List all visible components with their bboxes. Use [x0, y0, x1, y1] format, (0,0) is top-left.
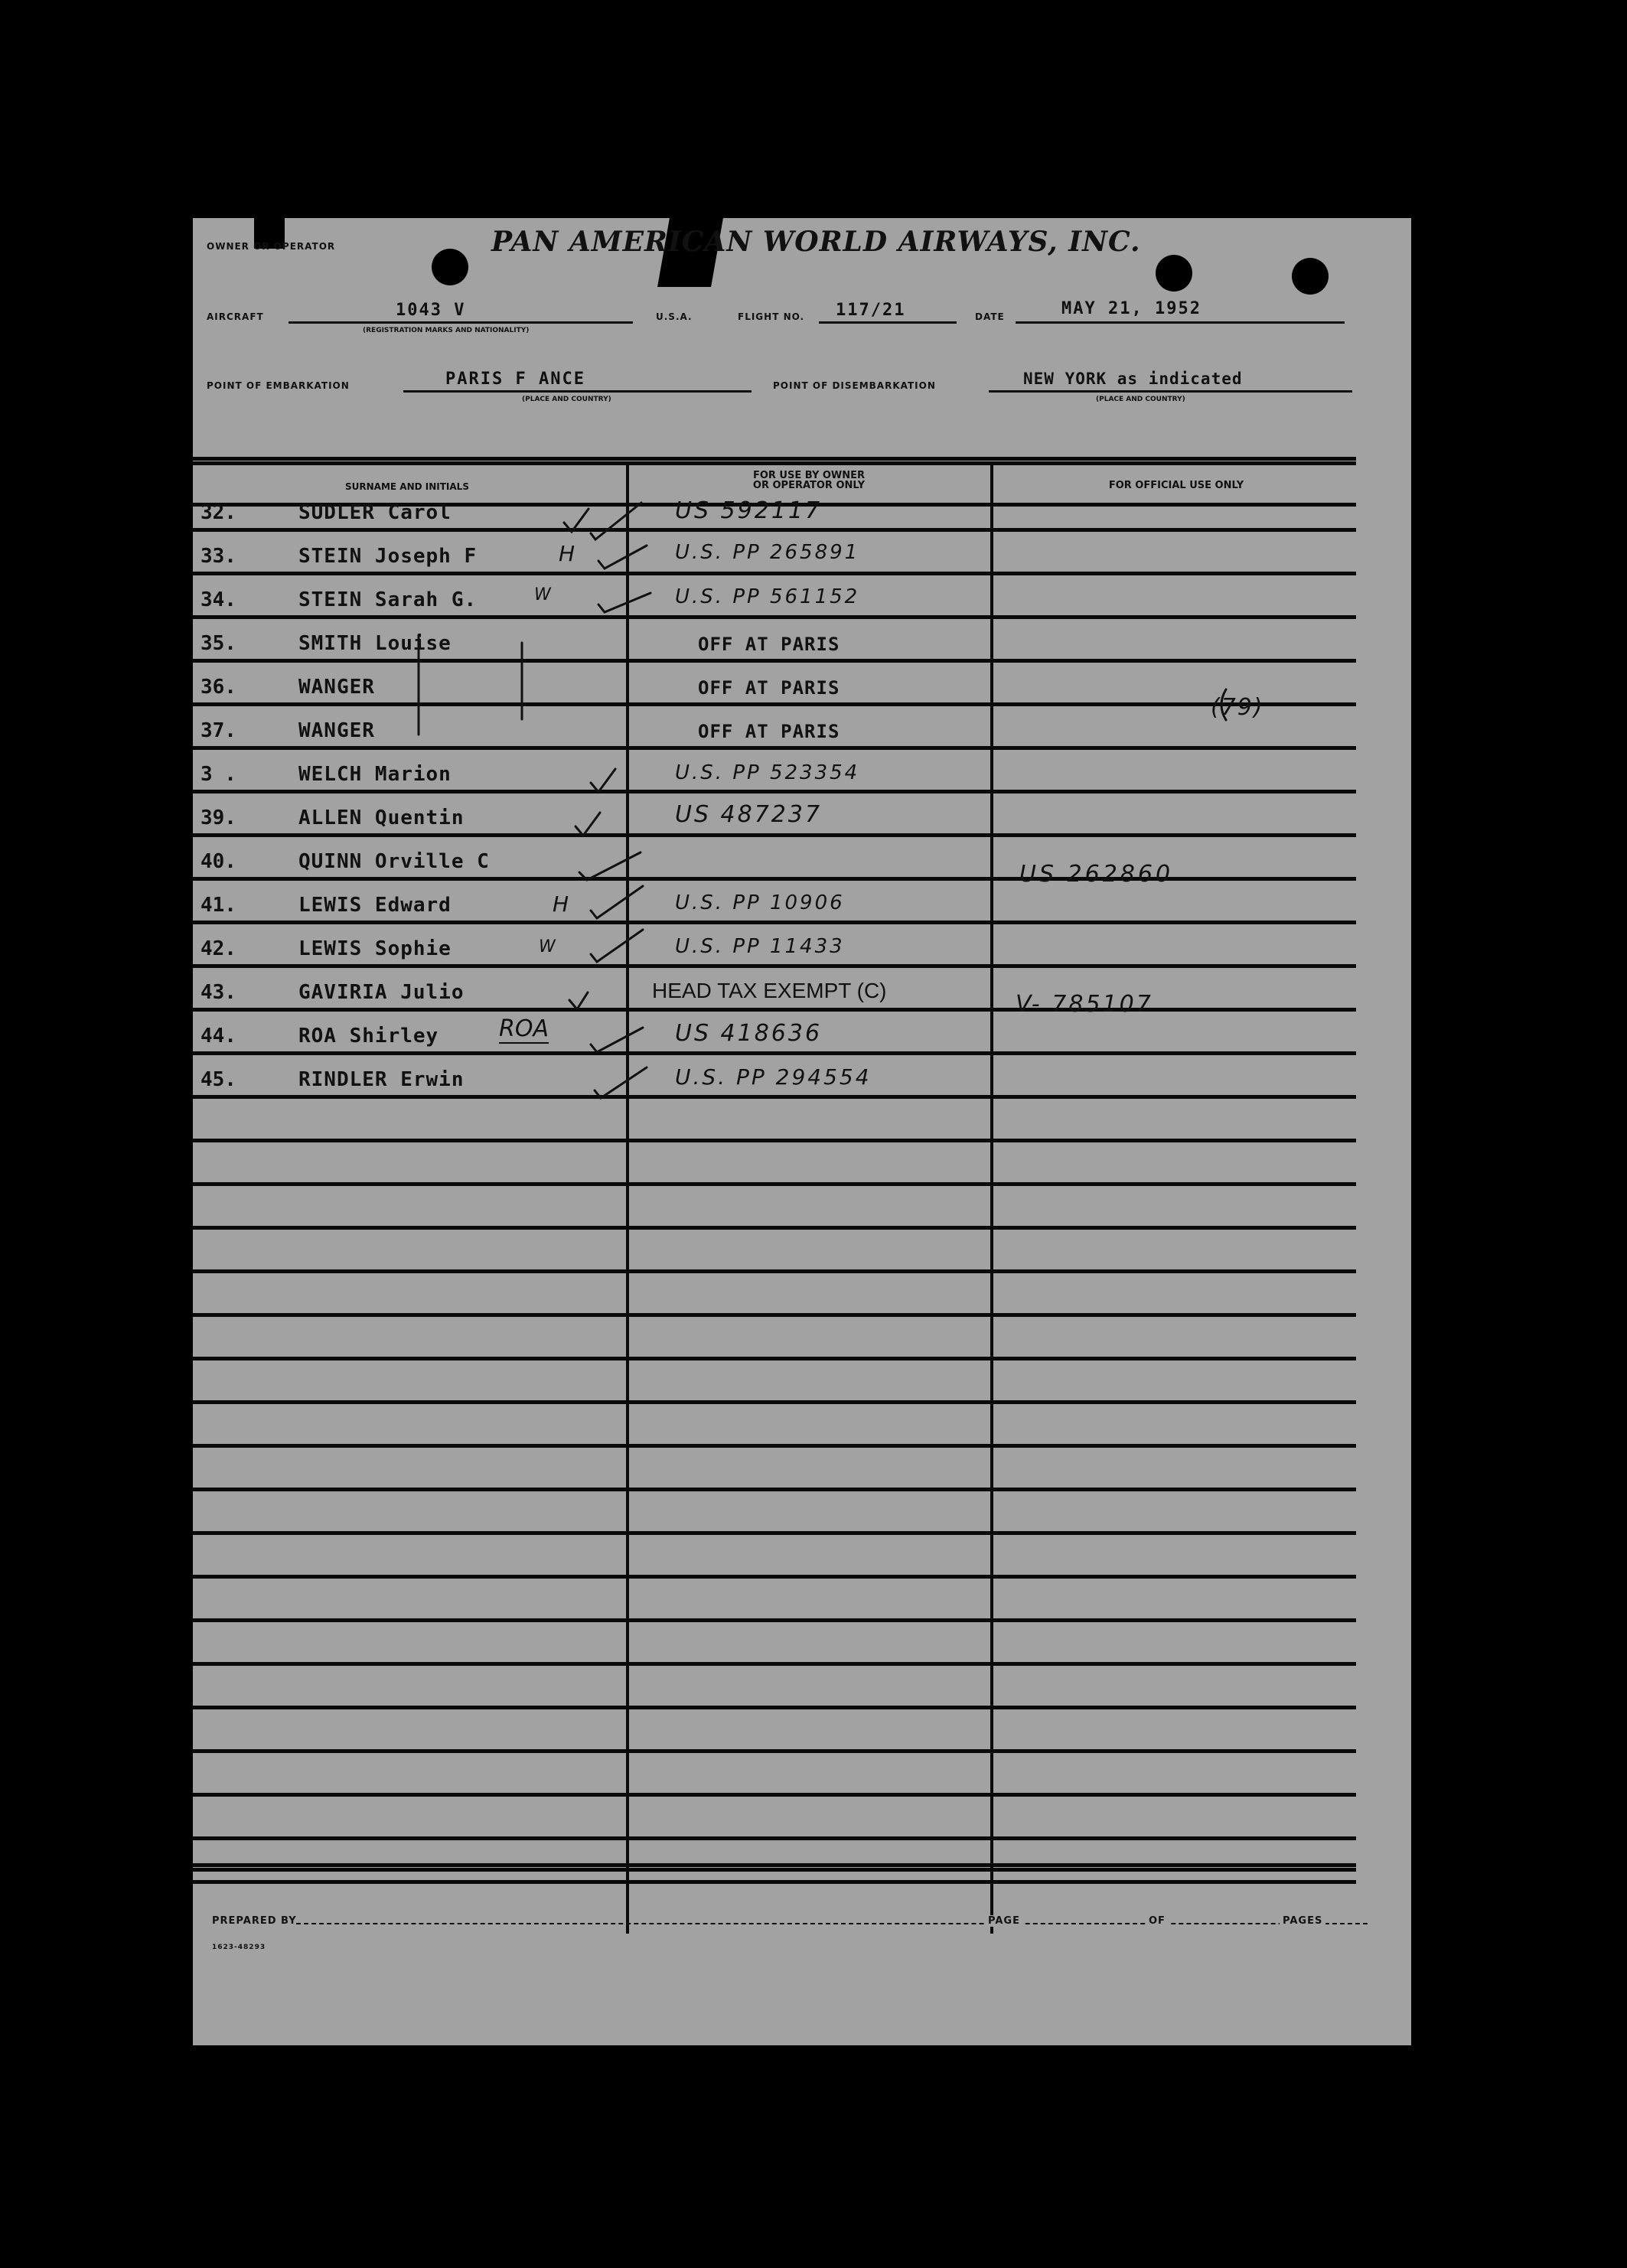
passenger-name: WANGER [298, 676, 375, 699]
row-number: 39. [201, 807, 236, 829]
pages-label: PAGES [1280, 1915, 1325, 1927]
passenger-name: WELCH Marion [298, 763, 452, 786]
aircraft-label: AIRCRAFT [207, 311, 264, 322]
handwritten-h: H [553, 891, 569, 917]
official-note: V- 785107 [1016, 991, 1153, 1018]
page-label: PAGE [985, 1915, 1023, 1927]
passenger-name: QUINN Orville C [298, 850, 490, 873]
passenger-name: SUDLER Carol [298, 501, 452, 524]
row-number: 42. [201, 937, 236, 960]
check-mark-icon [591, 503, 641, 539]
row-number: 36. [201, 676, 236, 699]
passenger-name: LEWIS Sophie [298, 937, 452, 960]
row-number: 35. [201, 632, 236, 655]
check-mark-icon [591, 930, 643, 962]
row-number: 44. [201, 1025, 236, 1048]
date-value: MAY 21, 1952 [1061, 299, 1202, 318]
embarkation-sub: (PLACE AND COUNTRY) [522, 396, 611, 403]
document-number: U.S. PP 523354 [675, 761, 860, 784]
paren-icon [1221, 689, 1226, 720]
document-number: U.S. PP 265891 [675, 541, 860, 564]
date-label: DATE [975, 311, 1005, 322]
passenger-name: RINDLER Erwin [298, 1068, 465, 1091]
passenger-name: WANGER [298, 719, 375, 742]
check-mark-icon [591, 886, 643, 918]
document-number: OFF AT PARIS [698, 634, 840, 655]
document-number: US 487237 [675, 801, 823, 828]
check-mark-icon [591, 1028, 643, 1052]
of-label: OF [1146, 1915, 1169, 1927]
flight-value: 117/21 [836, 301, 906, 320]
check-mark-icon [575, 813, 600, 836]
document-number: OFF AT PARIS [698, 677, 840, 699]
disembarkation-value: NEW YORK as indicated [1023, 370, 1243, 388]
aircraft-sub: (REGISTRATION MARKS AND NATIONALITY) [363, 327, 530, 334]
usa-label: U.S.A. [656, 311, 693, 322]
check-mark-icon [598, 546, 647, 569]
document-number: OFF AT PARIS [698, 721, 840, 742]
prepared-by-label: PREPARED BY [212, 1915, 297, 1927]
flight-label: FLIGHT NO. [738, 311, 805, 322]
handwritten-w: W [534, 585, 551, 604]
check-mark-icon [579, 852, 641, 880]
embarkation-label: POINT OF EMBARKATION [207, 380, 350, 391]
official-note: (79) [1211, 694, 1264, 721]
disembarkation-sub: (PLACE AND COUNTRY) [1096, 396, 1185, 403]
passenger-name: SMITH Louise [298, 632, 452, 655]
column-surname: SURNAME AND INITIALS [345, 481, 469, 492]
passenger-name: LEWIS Edward [298, 894, 452, 917]
row-number: 40. [201, 850, 236, 873]
passenger-name: GAVIRIA Julio [298, 981, 465, 1004]
official-note: US 262860 [1019, 861, 1174, 888]
passenger-name: ALLEN Quentin [298, 807, 465, 829]
check-mark-icon [598, 593, 650, 612]
document-number: US 592117 [675, 497, 823, 524]
passenger-name: ROA Shirley [298, 1025, 439, 1048]
document-number: US 418636 [675, 1020, 823, 1047]
manifest-sheet [193, 218, 1411, 2045]
row-number: 32. [201, 501, 236, 524]
row-number: 33. [201, 545, 236, 568]
check-mark-icon [569, 992, 588, 1009]
handwritten-w: W [539, 937, 556, 956]
column-official: FOR OFFICIAL USE ONLY [1108, 480, 1244, 491]
row-number: 37. [201, 719, 236, 742]
row-number: 3 . [201, 763, 236, 786]
row-number: 45. [201, 1068, 236, 1091]
document-number: HEAD TAX EXEMPT (C) [652, 979, 887, 1002]
column-owner-use-2: OR OPERATOR ONLY [752, 480, 866, 491]
owner-label: OWNER OR OPERATOR [207, 241, 336, 252]
passenger-name: STEIN Sarah G. [298, 588, 478, 611]
form-number: 1623-48293 [212, 1944, 266, 1951]
document-number: U.S. PP 10906 [675, 891, 845, 914]
check-marks [193, 218, 1411, 2045]
aircraft-value: 1043 V [396, 301, 466, 320]
row-number: 43. [201, 981, 236, 1004]
handwritten-h: H [559, 541, 575, 566]
document-number: U.S. PP 11433 [675, 935, 845, 958]
column-owner-use-1: FOR USE BY OWNER [752, 470, 866, 481]
row-number: 41. [201, 894, 236, 917]
company-name: PAN AMERICAN WORLD AIRWAYS, INC. [491, 226, 1141, 258]
passenger-name: STEIN Joseph F [298, 545, 478, 568]
embarkation-value: PARIS F ANCE [445, 370, 585, 389]
handwritten-initials: ROA [499, 1015, 549, 1042]
document-number: U.S. PP 294554 [675, 1064, 872, 1090]
check-mark-icon [595, 1067, 647, 1098]
prepared-line [296, 1923, 1368, 1924]
check-mark-icon [564, 509, 589, 532]
row-number: 34. [201, 588, 236, 611]
document-number: U.S. PP 561152 [675, 585, 860, 608]
check-mark-icon [591, 769, 615, 792]
disembarkation-label: POINT OF DISEMBARKATION [773, 380, 936, 391]
